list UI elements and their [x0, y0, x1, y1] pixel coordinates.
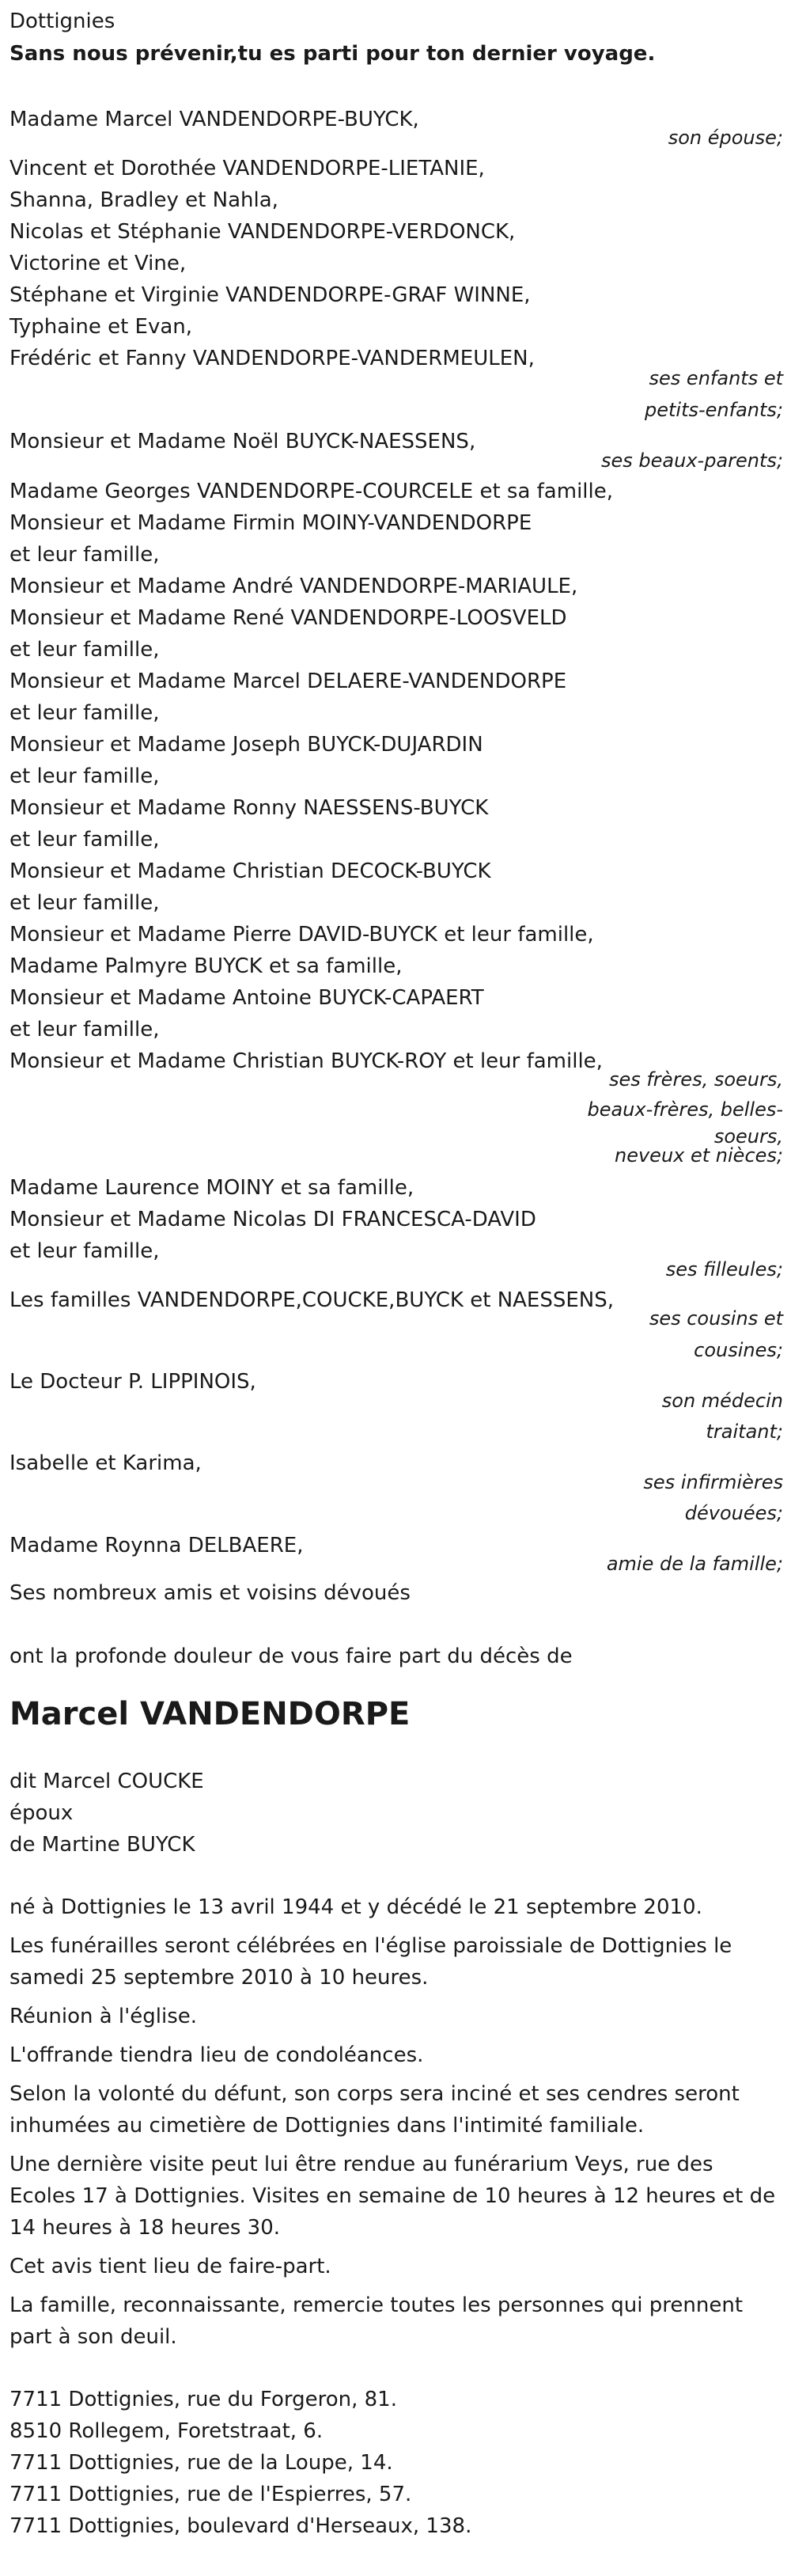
siblings-role-cont: neveux et nièces; — [615, 1144, 783, 1167]
cousins-role: ses cousins et — [649, 1307, 783, 1330]
offering-line: L'offrande tiendra lieu de condoléances. — [9, 2043, 424, 2067]
list-item: Monsieur et Madame Joseph BUYCK-DUJARDIN — [9, 733, 483, 757]
funeral-line-cont: samedi 25 septembre 2010 à 10 heures. — [9, 1966, 429, 1990]
deceased-relation: époux — [9, 1801, 74, 1825]
reunion-line: Réunion à l'église. — [9, 2005, 198, 2028]
siblings-role: ses frères, soeurs, — [608, 1068, 783, 1091]
children-role: ses enfants et — [649, 367, 783, 389]
address-item: 7711 Dottignies, rue du Forgeron, 81. — [9, 2388, 397, 2411]
deceased-name: Marcel VANDENDORPE — [9, 1696, 411, 1732]
neighbours-line: Ses nombreux amis et voisins dévoués — [9, 1581, 411, 1605]
doctor-line: Le Docteur P. LIPPINOIS, — [9, 1370, 256, 1394]
list-item: Vincent et Dorothée VANDENDORPE-LIETANIE, — [9, 157, 485, 180]
list-item: Monsieur et Madame Nicolas DI FRANCESCA-DAVID — [9, 1208, 536, 1231]
deceased-alias: dit Marcel COUCKE — [9, 1770, 204, 1793]
list-item: et leur famille, — [9, 828, 160, 852]
doctor-role-cont: traitant; — [706, 1421, 783, 1443]
list-item: et leur famille, — [9, 1239, 160, 1263]
address-item: 8510 Rollegem, Foretstraat, 6. — [9, 2419, 324, 2443]
list-item: Monsieur et Madame Firmin MOINY-VANDENDORPE — [9, 511, 532, 535]
inlaws-line: Monsieur et Madame Noël BUYCK-NAESSENS, — [9, 430, 476, 453]
notice-line: Cet avis tient lieu de faire-part. — [9, 2255, 331, 2278]
wish-line-cont: inhumées au cimetière de Dottignies dans l'intimité familiale. — [9, 2114, 645, 2138]
list-item: Stéphane et Virginie VANDENDORPE-GRAF WINNE, — [9, 283, 531, 307]
inlaws-role: ses beaux-parents; — [601, 450, 783, 472]
list-item: Monsieur et Madame Pierre DAVID-BUYCK et leur famille, — [9, 923, 594, 947]
nurses-role-cont: dévouées; — [684, 1502, 783, 1524]
list-item: Monsieur et Madame André VANDENDORPE-MARIAULE, — [9, 575, 578, 598]
list-item: et leur famille, — [9, 1018, 160, 1041]
cousins-line: Les familles VANDENDORPE,COUCKE,BUYCK et NAESSENS, — [9, 1288, 615, 1312]
nurses-line: Isabelle et Karima, — [9, 1451, 202, 1475]
wish-line: Selon la volonté du défunt, son corps sera inciné et ses cendres seront — [9, 2082, 740, 2106]
list-item: et leur famille, — [9, 638, 160, 662]
motto: Sans nous prévenir,tu es parti pour ton dernier voyage. — [9, 42, 656, 66]
spouse-line: Madame Marcel VANDENDORPE-BUYCK, — [9, 108, 419, 131]
list-item: Victorine et Vine, — [9, 252, 187, 275]
funeral-line: Les funérailles seront célébrées en l'église paroissiale de Dottignies le — [9, 1934, 732, 1958]
visit-line: Une dernière visite peut lui être rendue au funérarium Veys, rue des — [9, 2153, 713, 2176]
list-item: et leur famille, — [9, 891, 160, 915]
list-item: Madame Palmyre BUYCK et sa famille, — [9, 954, 403, 978]
list-item: Monsieur et Madame Christian BUYCK-ROY et leur famille, — [9, 1049, 603, 1073]
friend-line: Madame Roynna DELBAERE, — [9, 1534, 304, 1557]
list-item: Monsieur et Madame Antoine BUYCK-CAPAERT — [9, 986, 484, 1010]
announcement: ont la profonde douleur de vous faire part du décès de — [9, 1645, 573, 1668]
friend-role: amie de la famille; — [606, 1553, 783, 1575]
children-role-cont: petits-enfants; — [645, 399, 783, 421]
siblings-role-cont: soeurs, — [713, 1125, 783, 1148]
doctor-role: son médecin — [661, 1390, 783, 1412]
address-item: 7711 Dottignies, boulevard d'Herseaux, 138. — [9, 2514, 472, 2538]
spouse-role: son épouse; — [668, 127, 783, 149]
cousins-role-cont: cousines; — [694, 1339, 783, 1361]
thanks-line-cont: part à son deuil. — [9, 2325, 177, 2349]
list-item: Nicolas et Stéphanie VANDENDORPE-VERDONCK, — [9, 220, 516, 244]
list-item: Monsieur et Madame Christian DECOCK-BUYCK — [9, 859, 491, 883]
list-item: Monsieur et Madame Marcel DELAERE-VANDENDORPE — [9, 670, 567, 693]
nurses-role: ses infirmières — [643, 1471, 783, 1493]
deceased-partner: de Martine BUYCK — [9, 1833, 195, 1857]
address-item: 7711 Dottignies, rue de l'Espierres, 57. — [9, 2483, 412, 2506]
place-heading: Dottignies — [9, 9, 115, 33]
visit-line-cont: Ecoles 17 à Dottignies. Visites en semaine de 10 heures à 12 heures et de — [9, 2184, 776, 2208]
list-item: et leur famille, — [9, 764, 160, 788]
birth-death-line: né à Dottignies le 13 avril 1944 et y décédé le 21 septembre 2010. — [9, 1895, 702, 1919]
thanks-line: La famille, reconnaissante, remercie toutes les personnes qui prennent — [9, 2293, 744, 2317]
list-item: Frédéric et Fanny VANDENDORPE-VANDERMEULEN, — [9, 347, 535, 370]
list-item: Monsieur et Madame René VANDENDORPE-LOOSVELD — [9, 606, 567, 630]
visit-line-cont: 14 heures à 18 heures 30. — [9, 2216, 280, 2240]
list-item: Madame Laurence MOINY et sa famille, — [9, 1176, 414, 1200]
siblings-role-cont: beaux-frères, belles- — [587, 1098, 783, 1121]
list-item: Shanna, Bradley et Nahla, — [9, 188, 278, 212]
goddaughters-role: ses filleules; — [665, 1258, 783, 1280]
list-item: Typhaine et Evan, — [9, 315, 193, 339]
address-item: 7711 Dottignies, rue de la Loupe, 14. — [9, 2451, 393, 2475]
list-item: Madame Georges VANDENDORPE-COURCELE et sa famille, — [9, 480, 614, 503]
list-item: et leur famille, — [9, 701, 160, 725]
list-item: et leur famille, — [9, 543, 160, 567]
list-item: Monsieur et Madame Ronny NAESSENS-BUYCK — [9, 796, 489, 820]
